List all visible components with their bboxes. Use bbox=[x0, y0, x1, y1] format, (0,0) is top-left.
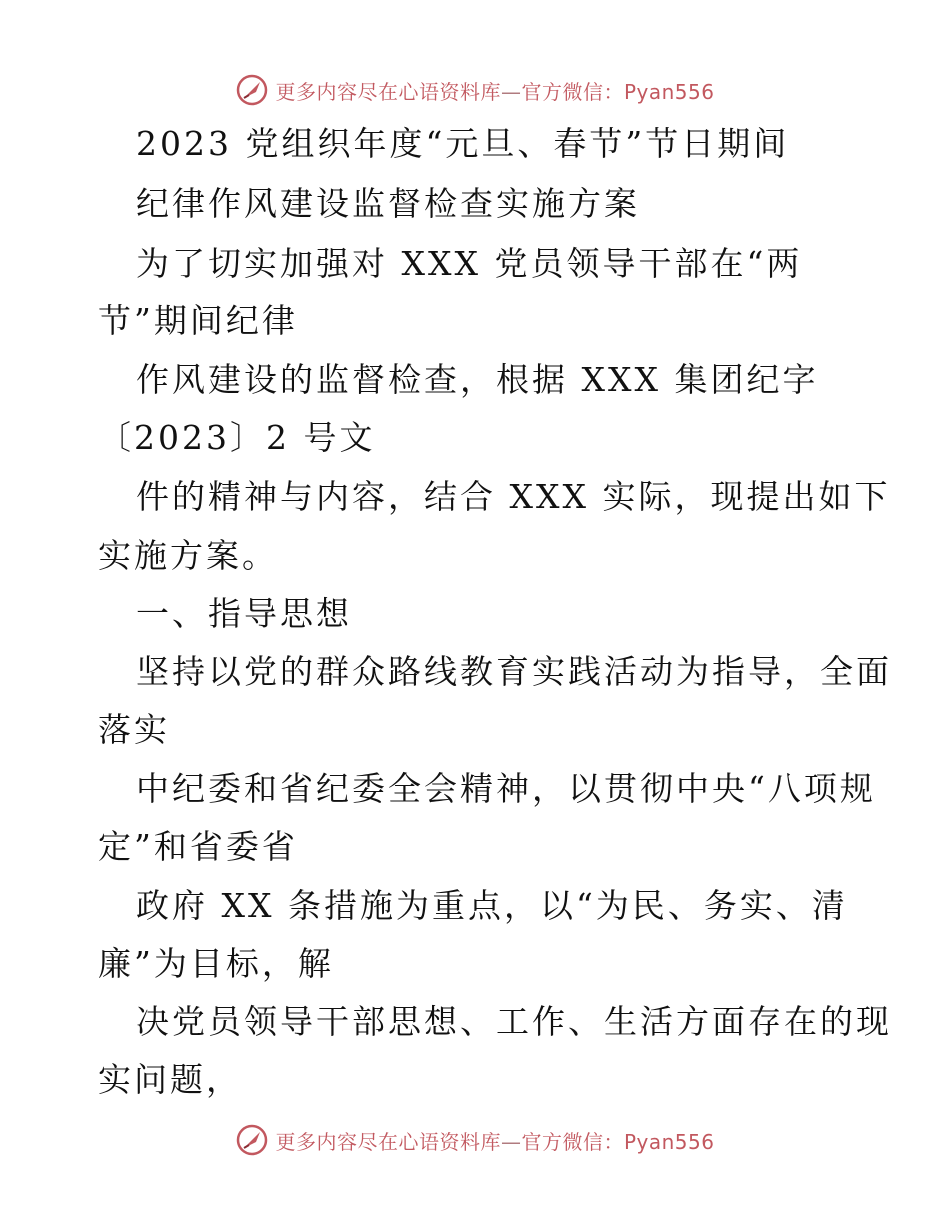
quill-logo-icon bbox=[235, 1123, 269, 1157]
paragraph-line: 节”期间纪律 bbox=[98, 301, 298, 340]
paragraph-line: 实问题， bbox=[98, 1060, 242, 1099]
watermark-dash: — bbox=[500, 1129, 522, 1154]
paragraph-line: 落实 bbox=[98, 710, 170, 749]
paragraph-line: 实施方案。 bbox=[98, 536, 278, 575]
header-watermark bbox=[0, 68, 950, 112]
paragraph-line: 作风建设的监督检查，根据 XXX 集团纪字 bbox=[136, 360, 819, 399]
section-heading: 一、指导思想 bbox=[136, 594, 352, 633]
title-line-1: 2023 党组织年度“元旦、春节”节日期间 bbox=[136, 124, 790, 163]
footer-watermark bbox=[0, 1118, 950, 1162]
paragraph-line: 件的精神与内容，结合 XXX 实际，现提出如下 bbox=[136, 477, 891, 516]
paragraph-line: 为了切实加强对 XXX 党员领导干部在“两 bbox=[136, 244, 803, 283]
watermark-main: 更多内容尽在心语资料库 bbox=[275, 79, 501, 104]
quill-logo-icon bbox=[235, 73, 269, 107]
watermark-text bbox=[275, 1126, 714, 1155]
watermark-main: 更多内容尽在心语资料库 bbox=[275, 1129, 501, 1154]
watermark-text bbox=[275, 76, 714, 105]
paragraph-line: 中纪委和省纪委全会精神，以贯彻中央“八项规 bbox=[136, 769, 876, 808]
paragraph-line: 政府 XX 条措施为重点，以“为民、务实、清 bbox=[136, 886, 848, 925]
paragraph-line: 〔2023〕2 号文 bbox=[98, 418, 376, 457]
watermark-account: 官方微信：Pyan556 bbox=[521, 79, 715, 104]
paragraph-line: 坚持以党的群众路线教育实践活动为指导，全面 bbox=[136, 652, 892, 691]
paragraph-line: 定”和省委省 bbox=[98, 827, 298, 866]
paragraph-line: 决党员领导干部思想、工作、生活方面存在的现 bbox=[136, 1002, 892, 1041]
paragraph-line: 廉”为目标，解 bbox=[98, 944, 334, 983]
watermark-dash: — bbox=[500, 79, 522, 104]
title-line-2: 纪律作风建设监督检查实施方案 bbox=[136, 184, 640, 223]
watermark-account: 官方微信：Pyan556 bbox=[521, 1129, 715, 1154]
